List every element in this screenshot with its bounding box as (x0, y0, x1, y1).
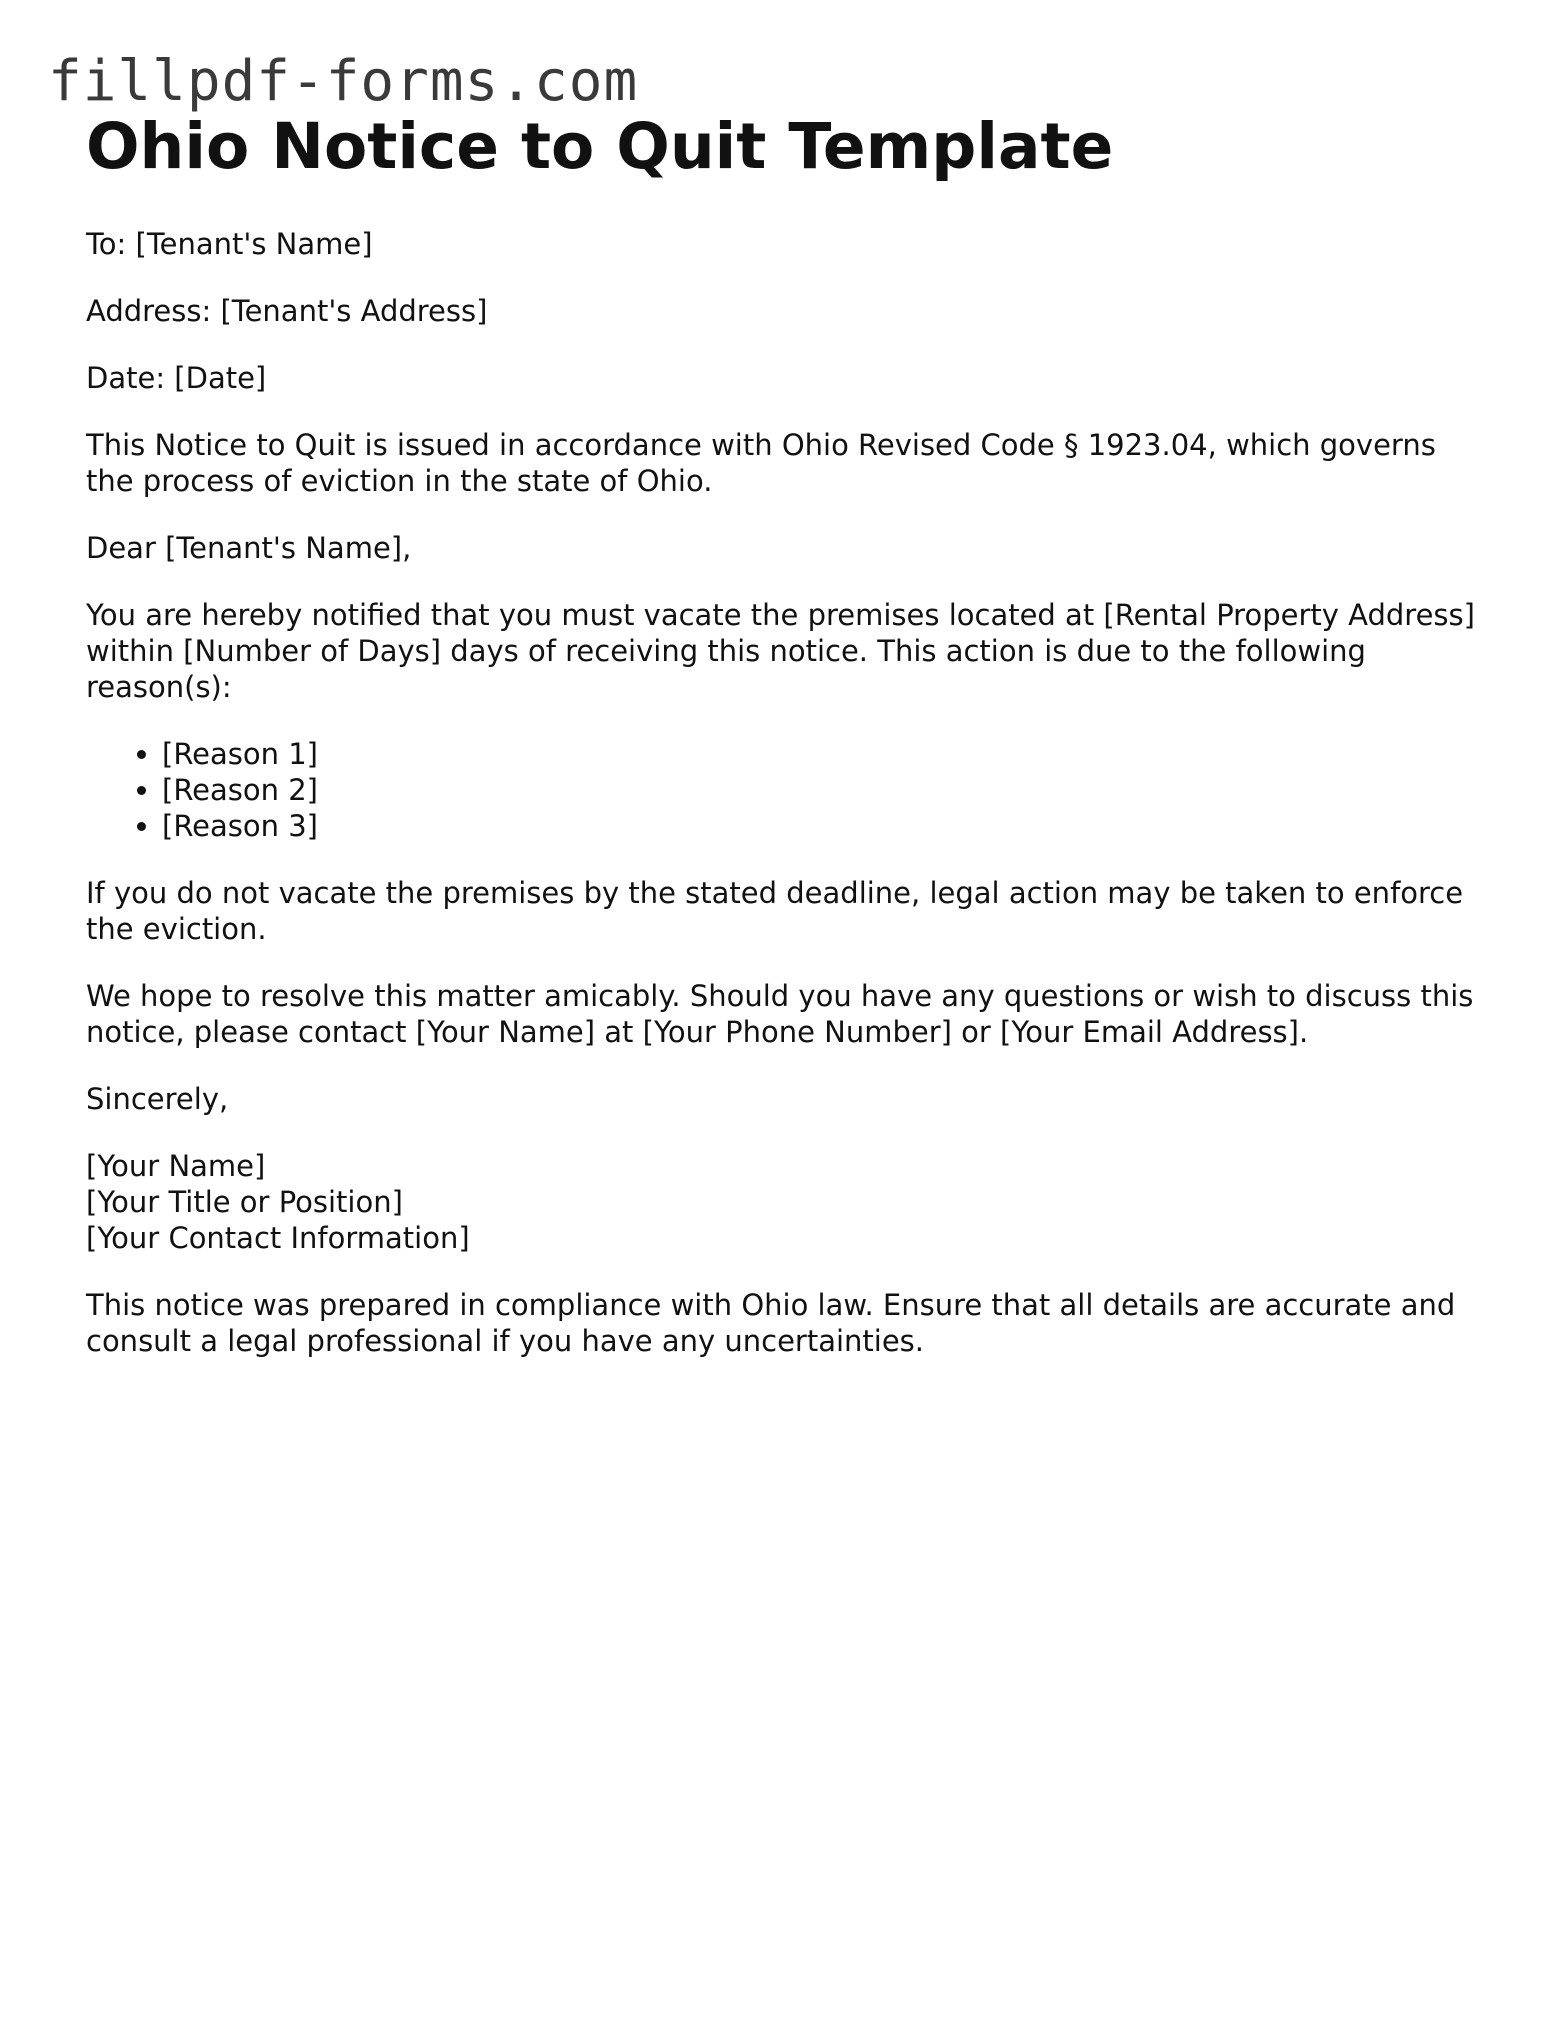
salutation: Dear [Tenant's Name], (86, 531, 412, 565)
site-watermark: fillpdf-forms.com (48, 49, 639, 114)
signature-title: [Your Title or Position] (86, 1185, 403, 1219)
notice-paragraph: You are hereby notified that you must vacate the premises located at [Rental Property Address] within [Number of Days] days of receiving this notice. This action is due to the following reason(s): (86, 598, 1475, 704)
signature-block (86, 1148, 1486, 1256)
closing: Sincerely, (86, 1082, 229, 1116)
reasons-list (86, 736, 1486, 844)
contact-paragraph: We hope to resolve this matter amicably. Should you have any questions or wish to discuss this notice, please contact [Your Name] at [Your Phone Number] or [Your Email Address]. (86, 979, 1474, 1049)
list-item: • [Reason 2] (162, 772, 1486, 808)
address-field: Address: [Tenant's Address] (86, 294, 488, 328)
signature-contact: [Your Contact Information] (86, 1221, 470, 1255)
list-item: • [Reason 1] (162, 736, 1486, 772)
notice-document (86, 108, 1486, 1390)
statute-paragraph: This Notice to Quit is issued in accordance with Ohio Revised Code § 1923.04, which governs the process of eviction in the state of Ohio. (86, 428, 1436, 498)
consequence-paragraph: If you do not vacate the premises by the stated deadline, legal action may be taken to enforce the eviction. (86, 876, 1464, 946)
page-title: Ohio Notice to Quit Template (86, 110, 1114, 183)
disclaimer-paragraph: This notice was prepared in compliance with Ohio law. Ensure that all details are accurate and consult a legal professional if you have any uncertainties. (86, 1288, 1456, 1358)
to-field: To: [Tenant's Name] (86, 227, 373, 261)
list-item: • [Reason 3] (162, 808, 1486, 844)
date-field: Date: [Date] (86, 361, 267, 395)
signature-name: [Your Name] (86, 1149, 266, 1183)
